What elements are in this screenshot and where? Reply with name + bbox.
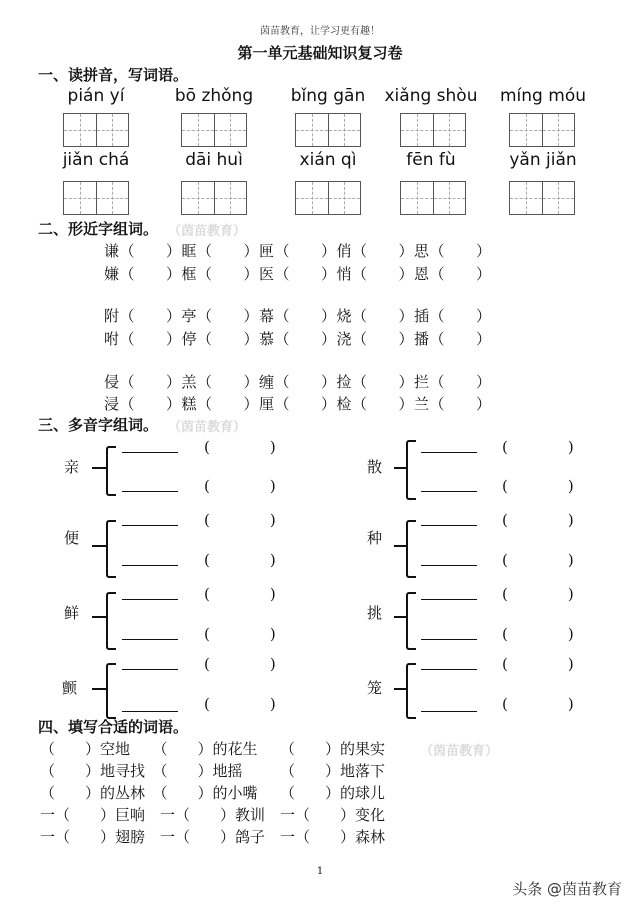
brace <box>406 440 416 500</box>
answer-paren[interactable]: ( ) <box>502 551 574 569</box>
polyphone-char: 笼 <box>367 679 383 697</box>
brace <box>406 592 416 650</box>
answer-blank[interactable] <box>122 639 178 640</box>
pinyin-5: míng móu <box>500 86 586 106</box>
writing-grid[interactable] <box>400 113 466 147</box>
fill-line: 一（ ）巨响 一（ ）教训 一（ ）变化 <box>40 806 386 824</box>
answer-blank[interactable] <box>421 452 477 453</box>
answer-blank[interactable] <box>122 525 178 526</box>
answer-paren[interactable]: ( ) <box>502 695 574 713</box>
brace <box>406 520 416 578</box>
brace <box>92 616 106 618</box>
writing-grid[interactable] <box>181 113 247 147</box>
section-3-heading: 三、多音字组词。 <box>38 416 159 434</box>
section-1-heading: 一、读拼音，写词语。 <box>38 66 189 84</box>
answer-blank[interactable] <box>421 599 477 600</box>
polyphone-char: 便 <box>64 529 80 547</box>
similar-chars-row: 附（ ）亭（ ）幕（ ）烧（ ）插（ ） <box>104 307 492 325</box>
pinyin-7: dāi huì <box>185 150 243 170</box>
footer-watermark: 头条 @茵苗教育 <box>512 880 622 898</box>
similar-chars-row: 嫌（ ）框（ ）医（ ）悄（ ）恩（ ） <box>104 265 492 283</box>
brace <box>106 446 116 496</box>
page-title: 第一单元基础知识复习卷 <box>237 44 403 62</box>
answer-blank[interactable] <box>421 639 477 640</box>
writing-grid[interactable] <box>295 113 361 147</box>
brace <box>406 663 416 719</box>
answer-blank[interactable] <box>421 711 477 712</box>
pinyin-6: jiǎn chá <box>62 150 130 170</box>
page-header: 茵苗教育，让学习更有趣！ <box>260 26 380 37</box>
polyphone-char: 颤 <box>62 679 78 697</box>
polyphone-char: 挑 <box>367 604 383 622</box>
section-2-heading: 二、形近字组词。 <box>38 220 159 238</box>
answer-blank[interactable] <box>122 565 178 566</box>
fill-line: （ ）的丛林 （ ）的小嘴 （ ）的球儿 <box>40 784 386 802</box>
writing-grid[interactable] <box>509 181 575 215</box>
answer-blank[interactable] <box>122 491 178 492</box>
page-number: 1 <box>316 866 324 877</box>
answer-paren[interactable]: ( ) <box>204 438 276 456</box>
answer-blank[interactable] <box>421 565 477 566</box>
answer-blank[interactable] <box>421 491 477 492</box>
answer-paren[interactable]: ( ) <box>204 477 276 495</box>
pinyin-1: pián yí <box>67 86 125 106</box>
writing-grid[interactable] <box>400 181 466 215</box>
answer-blank[interactable] <box>122 711 178 712</box>
writing-grid[interactable] <box>509 113 575 147</box>
fill-line: 一（ ）翅膀 一（ ）鸽子 一（ ）森林 <box>40 828 386 846</box>
answer-paren[interactable]: ( ) <box>204 551 276 569</box>
section-4-heading: 四、填写合适的词语。 <box>38 718 189 736</box>
similar-chars-row: 浸（ ）糕（ ）厘（ ）检（ ）兰（ ） <box>104 395 492 413</box>
answer-blank[interactable] <box>122 599 178 600</box>
answer-paren[interactable]: ( ) <box>502 438 574 456</box>
pinyin-9: fēn fù <box>406 150 456 170</box>
answer-paren[interactable]: ( ) <box>502 511 574 529</box>
writing-grid[interactable] <box>295 181 361 215</box>
writing-grid[interactable] <box>63 181 129 215</box>
answer-paren[interactable]: ( ) <box>502 585 574 603</box>
polyphone-char: 散 <box>367 458 383 476</box>
answer-blank[interactable] <box>122 452 178 453</box>
pinyin-4: xiǎng shòu <box>384 86 478 106</box>
answer-blank[interactable] <box>421 669 477 670</box>
polyphone-char: 鲜 <box>64 604 80 622</box>
brace <box>106 592 116 650</box>
pinyin-8: xián qì <box>299 150 357 170</box>
similar-chars-row: 侵（ ）羔（ ）缠（ ）捡（ ）拦（ ） <box>104 373 492 391</box>
writing-grid[interactable] <box>63 113 129 147</box>
brace <box>92 467 106 469</box>
fill-line: （ ）地寻找 （ ）地摇 （ ）地落下 <box>40 762 386 780</box>
answer-blank[interactable] <box>122 669 178 670</box>
similar-chars-row: 谦（ ）眶（ ）匣（ ）俏（ ）思（ ） <box>104 242 492 260</box>
polyphone-char: 种 <box>367 529 383 547</box>
brace <box>92 688 106 690</box>
fill-line: （ ）空地 （ ）的花生 （ ）的果实 <box>40 740 386 758</box>
answer-paren[interactable]: ( ) <box>204 585 276 603</box>
answer-paren[interactable]: ( ) <box>204 695 276 713</box>
answer-blank[interactable] <box>421 525 477 526</box>
pinyin-3: bǐng gān <box>290 86 366 106</box>
answer-paren[interactable]: ( ) <box>502 655 574 673</box>
pinyin-2: bō zhǒng <box>174 86 254 106</box>
brace <box>106 663 116 719</box>
similar-chars-row: 咐（ ）停（ ）慕（ ）浇（ ）播（ ） <box>104 330 492 348</box>
watermark: （茵苗教育） <box>420 744 499 759</box>
watermark: （茵苗教育） <box>168 420 247 435</box>
brace <box>92 545 106 547</box>
answer-paren[interactable]: ( ) <box>502 625 574 643</box>
writing-grid[interactable] <box>181 181 247 215</box>
answer-paren[interactable]: ( ) <box>204 511 276 529</box>
answer-paren[interactable]: ( ) <box>204 655 276 673</box>
pinyin-10: yǎn jiǎn <box>509 150 577 170</box>
answer-paren[interactable]: ( ) <box>502 477 574 495</box>
answer-paren[interactable]: ( ) <box>204 625 276 643</box>
watermark: （茵苗教育） <box>168 224 247 239</box>
polyphone-char: 亲 <box>64 458 80 476</box>
brace <box>106 520 116 578</box>
